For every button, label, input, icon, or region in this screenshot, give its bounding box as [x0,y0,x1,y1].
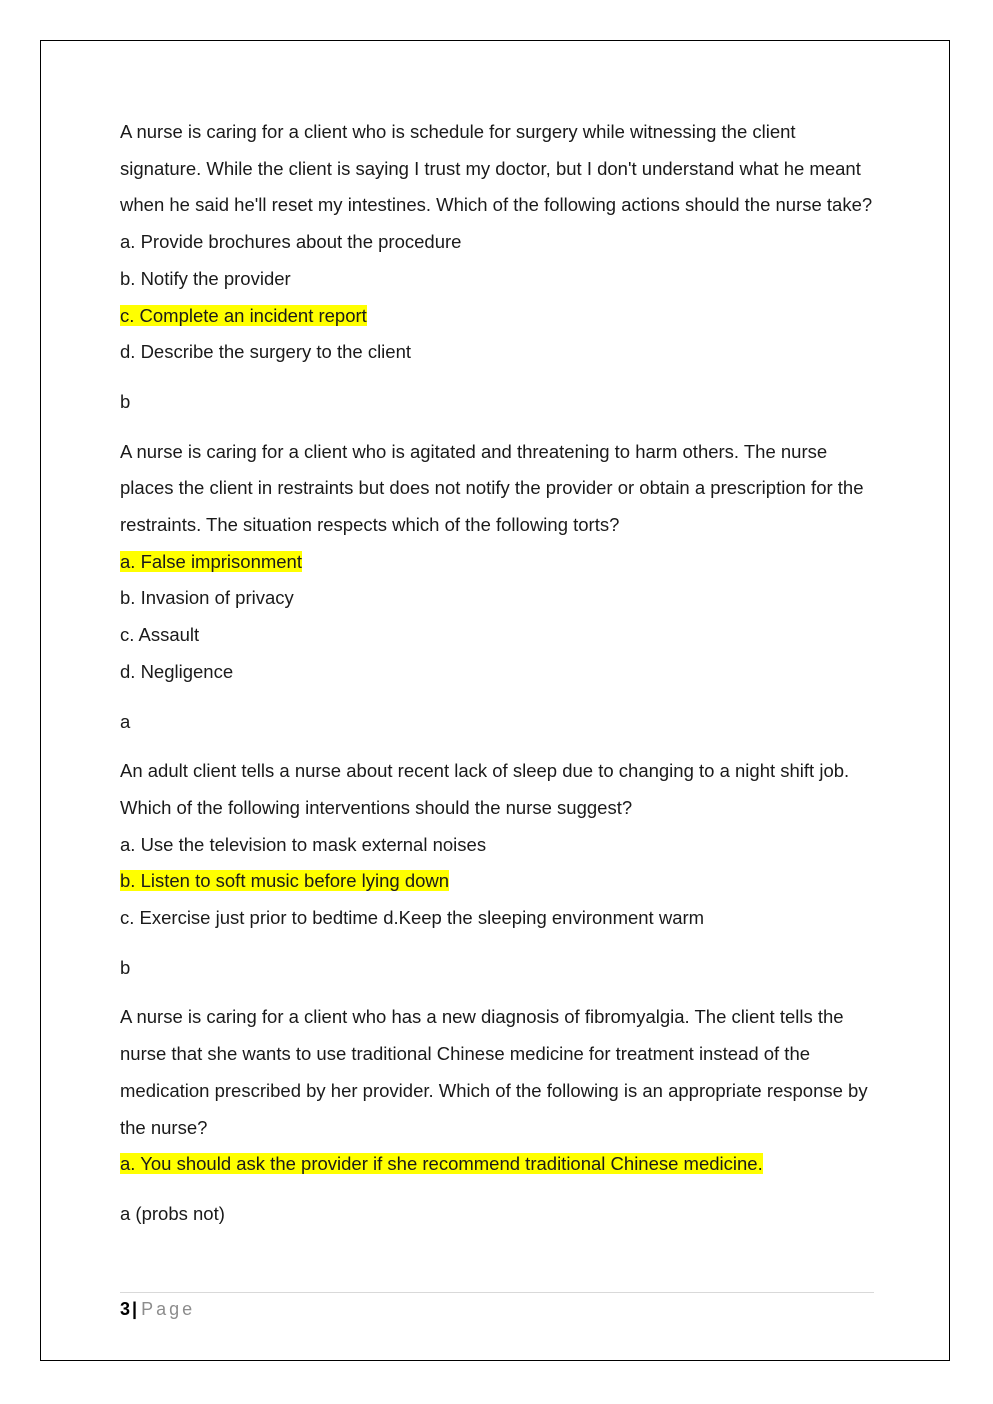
question-block [120,753,880,986]
page-label: Page [141,1299,196,1319]
document-body [120,114,880,1246]
footer-separator: | [132,1299,138,1319]
option-text: b. Invasion of privacy [120,587,294,609]
option-highlighted [120,863,880,900]
option-text: c. Complete an incident report [120,304,367,326]
option [120,261,880,298]
question-stem: A nurse is caring for a client who is agitated and threatening to harm others. The nurse places the client in restraints but does not notify the provider or obtain a prescription for the restraints. The situation respects which of the following torts? [120,440,864,536]
option [120,224,880,261]
option [120,580,880,617]
option-text: b. Listen to soft music before lying down [120,870,450,892]
option-text: c. Exercise just prior to bedtime d.Keep the sleeping environment warm [120,907,705,929]
option [120,827,880,864]
option [120,654,880,691]
option-highlighted [120,544,880,581]
option-text: d. Negligence [120,660,234,682]
option-highlighted [120,1146,880,1183]
option-text: a. You should ask the provider if she recommend traditional Chinese medicine. [120,1153,763,1175]
answer-note: b [120,390,131,412]
option-text: a. Use the television to mask external noises [120,833,487,855]
question-stem: A nurse is caring for a client who is schedule for surgery while witnessing the client signature. While the client is saying I trust my doctor, but I don't understand what he meant when he said he'll reset my intestines. Which of the following actions should the nurse take? [120,121,873,216]
page-number-line [120,1297,874,1321]
page-number: 3 [120,1299,131,1319]
answer-note: a [120,710,131,732]
page-footer [120,1292,874,1321]
option-text: d. Describe the surgery to the client [120,341,412,363]
question-block [120,434,880,741]
question-block [120,114,880,421]
option [120,617,880,654]
option [120,334,880,371]
option-text: a. Provide brochures about the procedure [120,231,462,253]
option-text: c. Assault [120,624,200,646]
answer-note: b [120,956,131,978]
answer-note: a (probs not) [120,1202,225,1224]
option-highlighted [120,298,880,335]
question-stem: A nurse is caring for a client who has a new diagnosis of fibromyalgia. The client tells the nurse that she wants to use traditional Chinese medicine for treatment instead of the medication prescribed by her provider. Which of the following is an appropriate response by the nurse? [120,1006,868,1138]
question-stem: An adult client tells a nurse about recent lack of sleep due to changing to a night shift job. Which of the following interventions should the nurse suggest? [120,760,850,818]
question-block [120,999,880,1232]
option-text: b. Notify the provider [120,267,291,289]
option-text: a. False imprisonment [120,550,302,572]
option [120,900,880,937]
